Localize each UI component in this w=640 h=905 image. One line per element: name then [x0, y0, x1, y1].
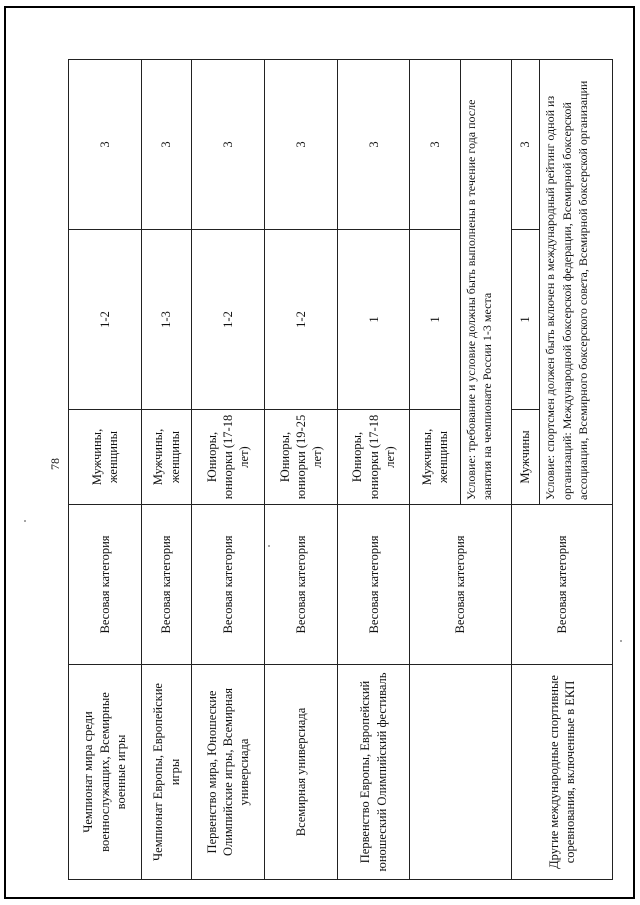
group-cell: Мужчины, женщины — [410, 410, 461, 505]
category-cell: Весовая категория — [337, 505, 410, 665]
event-cell: Всемирная универсиада — [265, 665, 338, 880]
count-cell: 3 — [69, 60, 142, 230]
event-cell: Первенство Европы, Европейский юношеский Олимпийский фестиваль — [337, 665, 410, 880]
places-cell: 1 — [410, 230, 461, 410]
event-cell-empty — [410, 665, 511, 880]
category-cell: Весовая категория — [410, 505, 511, 665]
places-cell: 1-3 — [141, 230, 192, 410]
category-cell: Весовая категория — [192, 505, 265, 665]
category-cell: Весовая категория — [511, 505, 612, 665]
requirements-table-container — [68, 60, 613, 880]
scan-speck — [268, 545, 270, 547]
table-row — [69, 60, 142, 880]
table-row — [192, 60, 265, 880]
places-cell: 1-2 — [192, 230, 265, 410]
condition-cell: Условие: требование и условие должны быть выполнены в течение года после занятия на чемпионате России 1-3 места — [461, 60, 512, 505]
category-cell: Весовая категория — [69, 505, 142, 665]
count-cell: 3 — [141, 60, 192, 230]
places-cell: 1-2 — [265, 230, 338, 410]
group-cell: Мужчины, женщины — [141, 410, 192, 505]
table-row — [265, 60, 338, 880]
category-cell: Весовая категория — [265, 505, 338, 665]
event-cell: Чемпионат Европы, Европейские игры — [141, 665, 192, 880]
category-cell: Весовая категория — [141, 505, 192, 665]
group-cell: Мужчины — [511, 410, 540, 505]
table-row — [141, 60, 192, 880]
event-cell: Чемпионат мира среди военнослужащих, Всемирные военные игры — [69, 665, 142, 880]
count-cell: 3 — [192, 60, 265, 230]
group-cell: Юниоры, юниорки (19-25 лет) — [265, 410, 338, 505]
count-cell: 3 — [410, 60, 461, 230]
page-number: 78 — [48, 458, 62, 470]
scan-speck — [620, 640, 622, 642]
group-cell: Юниоры, юниорки (17-18 лет) — [192, 410, 265, 505]
scan-speck — [24, 520, 26, 522]
group-cell: Юниоры, юниорки (17-18 лет) — [337, 410, 410, 505]
table-row — [511, 60, 540, 880]
places-cell: 1 — [511, 230, 540, 410]
count-cell: 3 — [511, 60, 540, 230]
requirements-table — [68, 59, 613, 880]
condition-cell: Условие: спортсмен должен быть включен в международный рейтинг одной из организаций: Международной боксерской федерации, Всемирной боксерской ассоциации, Всемирного боксерского совета, Всемирной боксерской организации — [540, 60, 613, 505]
count-cell: 3 — [265, 60, 338, 230]
places-cell: 1 — [337, 230, 410, 410]
places-cell: 1-2 — [69, 230, 142, 410]
count-cell: 3 — [337, 60, 410, 230]
table-row — [410, 60, 461, 880]
event-cell: Другие международные спортивные соревнования, включенные в ЕКП — [511, 665, 612, 880]
event-cell: Первенство мира, Юношеские Олимпийские игры, Всемирная универсиада — [192, 665, 265, 880]
group-cell: Мужчины, женщины — [69, 410, 142, 505]
table-row — [337, 60, 410, 880]
